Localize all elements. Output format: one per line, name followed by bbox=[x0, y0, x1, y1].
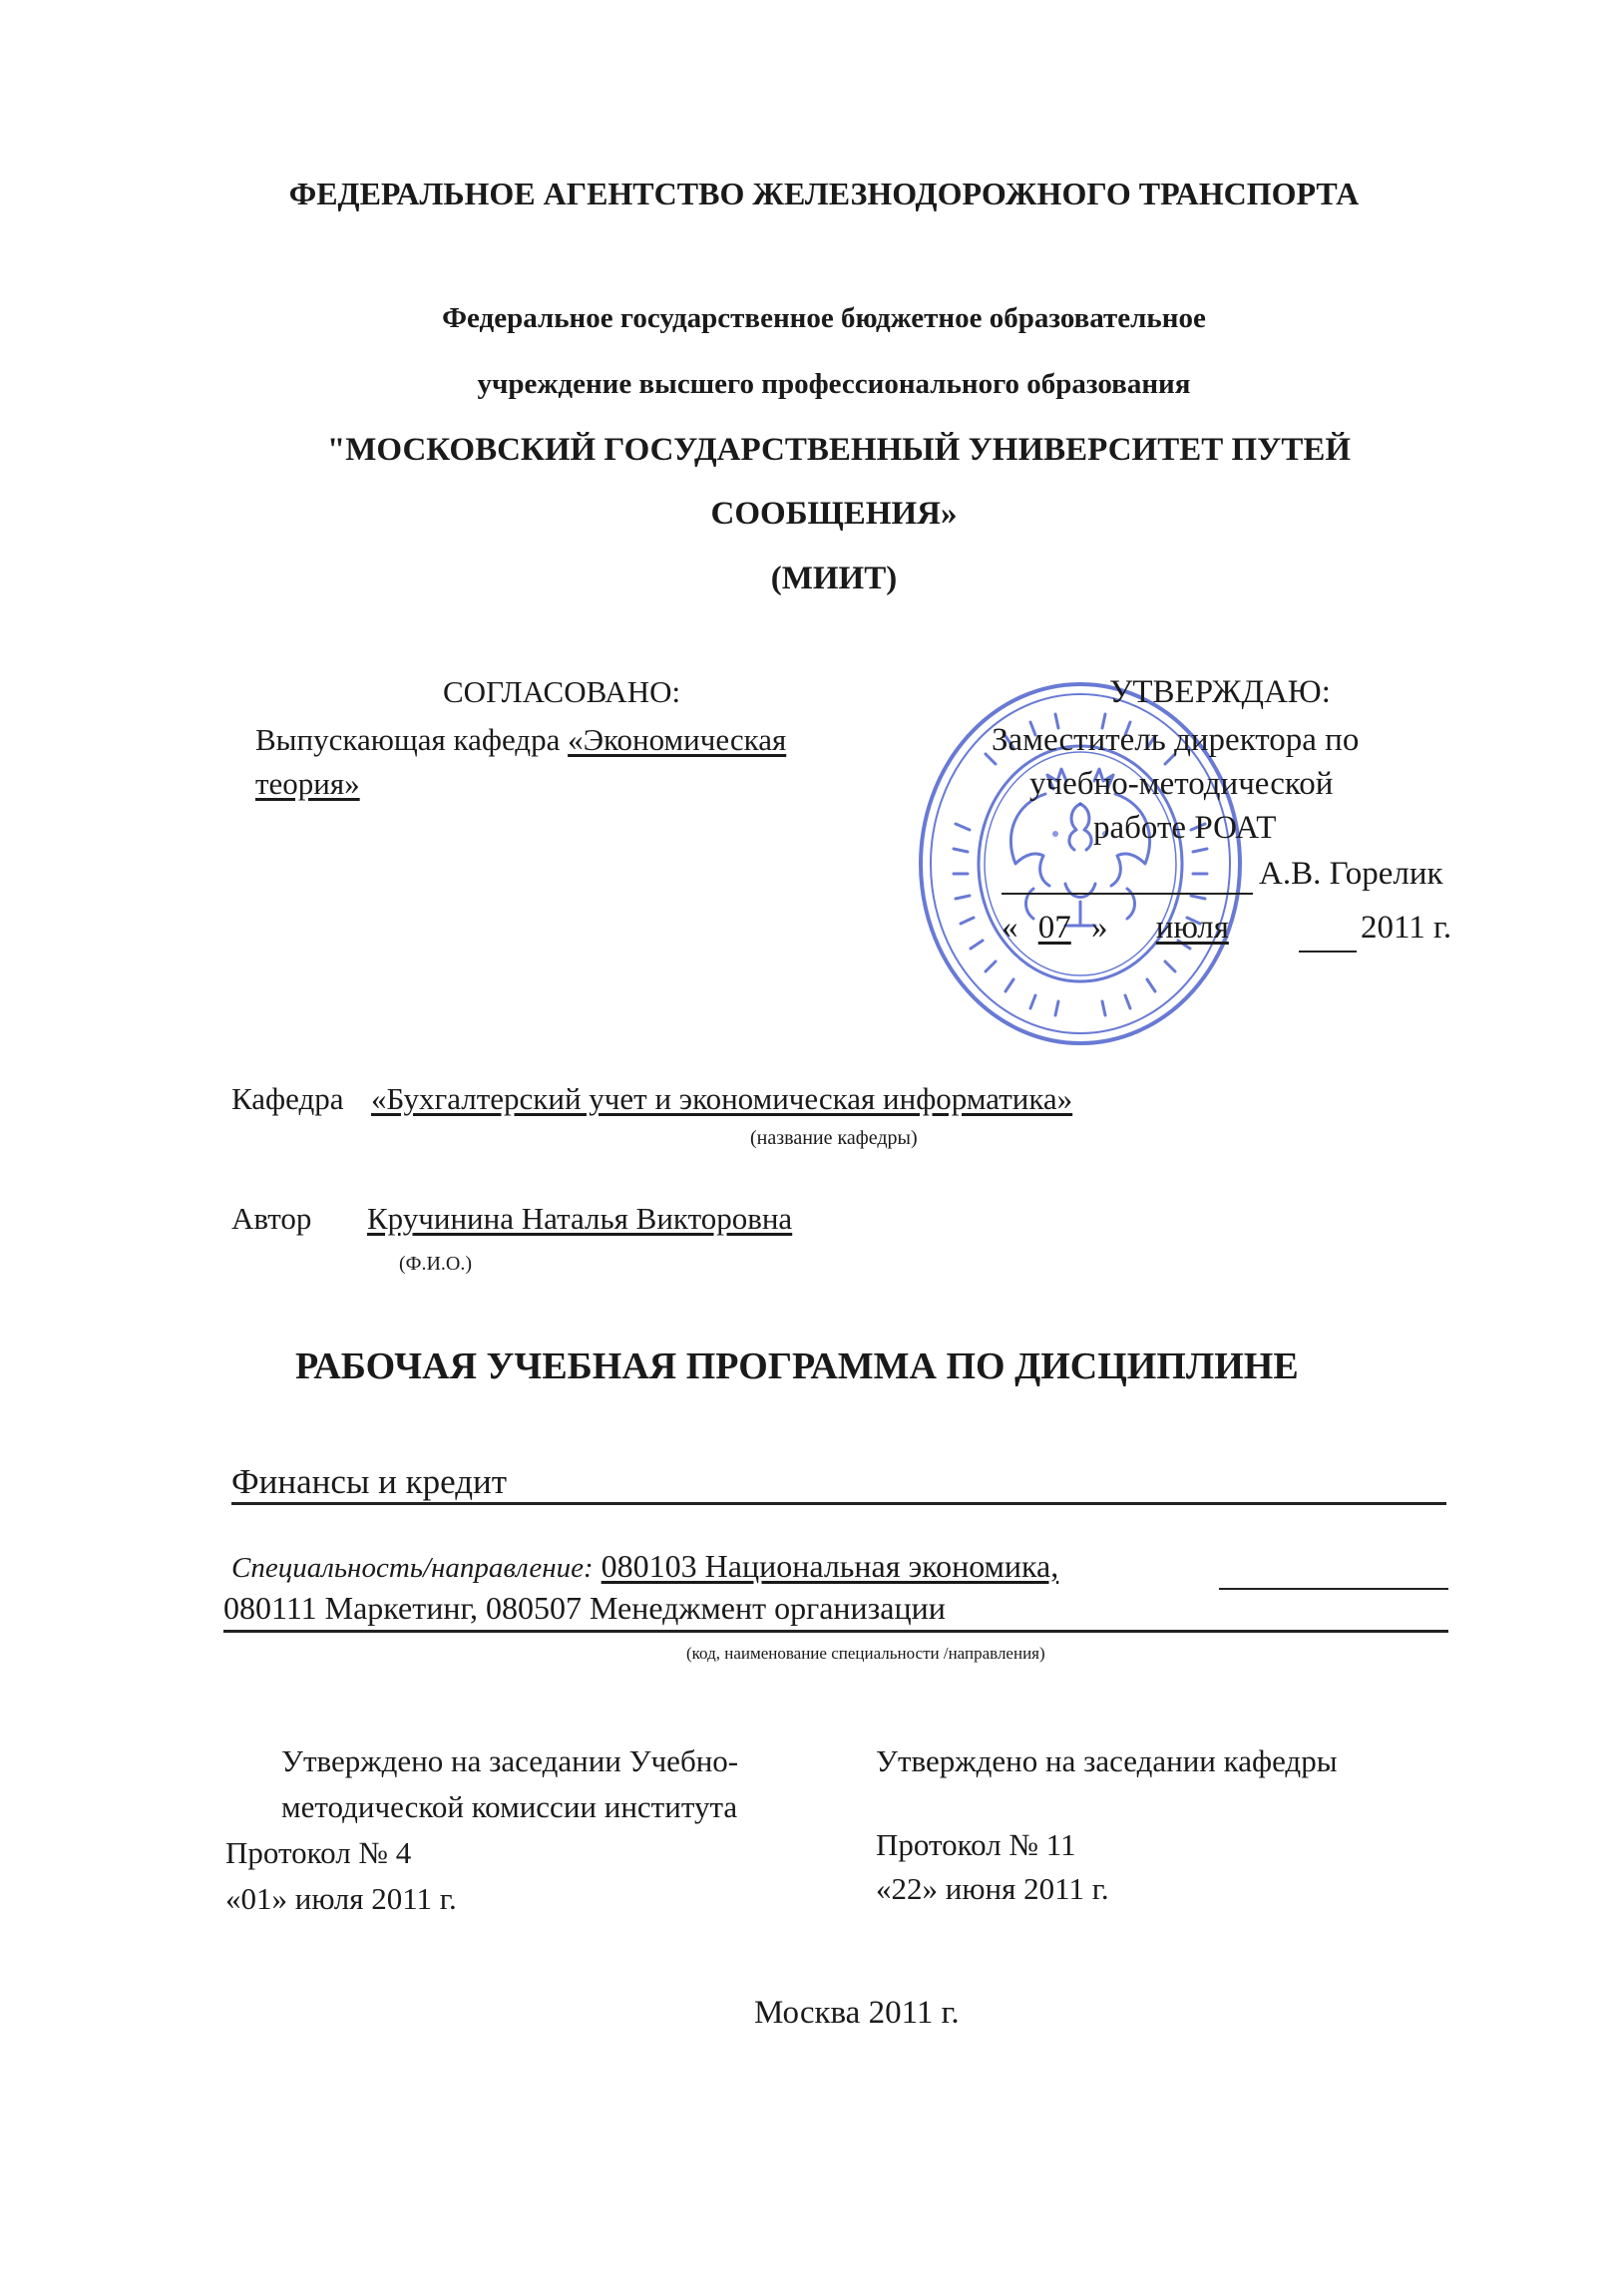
approval-date bbox=[1002, 910, 1237, 947]
approval-year: 2011 г. bbox=[1361, 910, 1452, 946]
department-label: Кафедра bbox=[231, 1081, 344, 1116]
committee-date: «01» июля 2011 г. bbox=[225, 1881, 457, 1916]
approved-position-line-3: работе РОАТ bbox=[1093, 810, 1277, 846]
university-line-2: СООБЩЕНИЯ» bbox=[710, 496, 958, 532]
author-value: Кручинина Наталья Викторовна bbox=[367, 1201, 793, 1236]
discipline-line bbox=[231, 1502, 1446, 1505]
chair-protocol: Протокол № 11 bbox=[876, 1827, 1076, 1862]
agreed-department-line-1 bbox=[255, 722, 786, 758]
city-year: Москва 2011 г. bbox=[754, 1995, 960, 2031]
university-abbr: (МИИТ) bbox=[770, 561, 898, 596]
approved-title: УТВЕРЖДАЮ: bbox=[1109, 674, 1331, 710]
department-caption: (название кафедры) bbox=[750, 1127, 918, 1149]
specialty-line-1 bbox=[231, 1548, 1058, 1585]
approver-name: А.В. Горелик bbox=[1259, 856, 1443, 892]
committee-line-1: Утверждено на заседании Учебно- bbox=[281, 1743, 739, 1778]
approved-position-line-1: Заместитель директора по bbox=[992, 722, 1360, 758]
agreed-department-name: «Экономическая bbox=[568, 722, 787, 757]
program-title: РАБОЧАЯ УЧЕБНАЯ ПРОГРАММА ПО ДИСЦИПЛИНЕ bbox=[295, 1345, 1299, 1387]
specialty-line-2: 080111 Маркетинг, 080507 Менеджмент организации bbox=[223, 1590, 946, 1626]
committee-line-2: методической комиссии института bbox=[281, 1789, 738, 1824]
specialty-line-2-rule bbox=[223, 1630, 1448, 1633]
author-caption: (Ф.И.О.) bbox=[399, 1253, 473, 1275]
agreed-title: СОГЛАСОВАНО: bbox=[443, 674, 681, 709]
agreed-prefix: Выпускающая кафедра bbox=[255, 722, 569, 757]
date-day: 07 bbox=[1037, 910, 1071, 946]
agreed-department-line-2: теория» bbox=[255, 766, 360, 801]
date-open-quote: « bbox=[1002, 910, 1018, 946]
specialty-label: Специальность/направление: bbox=[231, 1552, 594, 1584]
institution-line-1: Федеральное государственное бюджетное образовательное bbox=[442, 302, 1206, 334]
specialty-value-1: 080103 Национальная экономика, bbox=[601, 1548, 1059, 1584]
department-value: «Бухгалтерский учет и экономическая информатика» bbox=[371, 1081, 1073, 1116]
chair-date: «22» июня 2011 г. bbox=[876, 1871, 1109, 1906]
discipline-name: Финансы и кредит bbox=[231, 1462, 508, 1501]
chair-line-1: Утверждено на заседании кафедры bbox=[876, 1743, 1338, 1778]
date-month: июля bbox=[1155, 910, 1229, 946]
agency-title: ФЕДЕРАЛЬНОЕ АГЕНТСТВО ЖЕЛЕЗНОДОРОЖНОГО ТРАНСПОРТА bbox=[288, 176, 1360, 211]
date-year-line bbox=[1299, 951, 1357, 953]
institution-line-2: учреждение высшего профессионального образования bbox=[477, 368, 1191, 400]
committee-protocol: Протокол № 4 bbox=[225, 1835, 412, 1870]
author-label: Автор bbox=[231, 1201, 312, 1236]
specialty-line-1-rule bbox=[1219, 1588, 1448, 1590]
signature-line bbox=[1002, 893, 1253, 895]
date-close-quote: » bbox=[1091, 910, 1108, 946]
specialty-caption: (код, наименование специальности /направления) bbox=[686, 1644, 1045, 1663]
university-line-1: "МОСКОВСКИЙ ГОСУДАРСТВЕННЫЙ УНИВЕРСИТЕТ ПУТЕЙ bbox=[326, 432, 1352, 468]
approved-position-line-2: учебно-методической bbox=[1029, 766, 1334, 802]
